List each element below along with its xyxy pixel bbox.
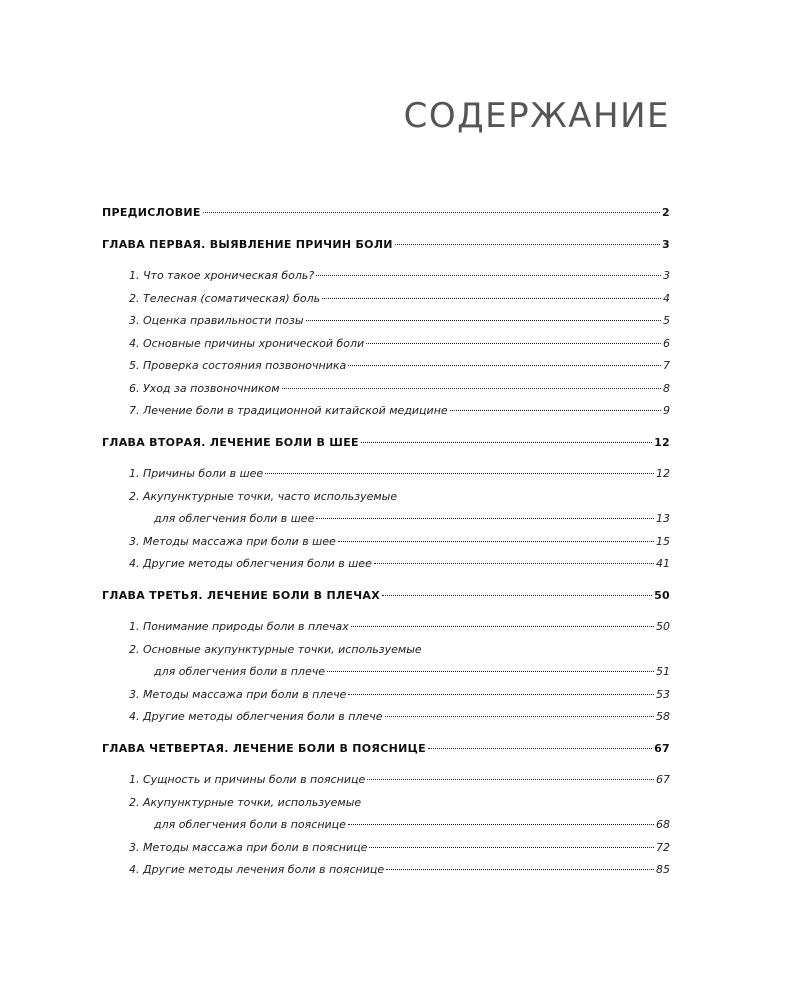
toc-page-number: 67 [654, 741, 670, 755]
leader-dots [338, 541, 654, 542]
leader-dots [265, 473, 654, 474]
leader-dots [348, 824, 654, 825]
toc-entry-label: ГЛАВА ЧЕТВЕРТАЯ. ЛЕЧЕНИЕ БОЛИ В ПОЯСНИЦЕ [102, 741, 426, 755]
toc-page-number: 12 [656, 467, 670, 480]
toc-entry-label: ГЛАВА ПЕРВАЯ. ВЫЯВЛЕНИЕ ПРИЧИН БОЛИ [102, 237, 393, 251]
leader-dots [385, 716, 655, 717]
toc-item[interactable] [102, 643, 670, 666]
toc-page-number: 72 [656, 840, 670, 854]
toc-entry-label: 2. Акупунктурные точки, часто используемые [129, 489, 398, 503]
toc-entry-preface[interactable] [102, 206, 670, 229]
toc-entry-label: 2. Акупунктурные точки, используемые [129, 795, 362, 809]
leader-dots [348, 694, 654, 695]
toc-item-continuation[interactable] [102, 665, 670, 688]
toc-entry-label: 4. Другие методы облегчения боли в шее [129, 557, 372, 570]
toc-page-number: 51 [656, 665, 670, 678]
toc-entry-label: для облегчения боли в плече [154, 665, 325, 678]
leader-dots [351, 626, 654, 627]
toc-page-number: 50 [656, 620, 670, 633]
leader-dots [450, 410, 661, 411]
toc-item[interactable] [102, 557, 670, 580]
toc-item[interactable] [102, 620, 670, 643]
toc-entry-label: 4. Другие методы лечения боли в пояснице [129, 863, 385, 876]
toc-entry-label: 1. Сущность и причины боли в пояснице [129, 773, 366, 786]
toc-entry-label: 3. Методы массажа при боли в шее [129, 534, 336, 548]
leader-dots [306, 320, 661, 321]
toc-item[interactable] [102, 314, 670, 337]
toc-entry-label: 4. Основные причины хронической боли [129, 336, 365, 350]
toc-page-number: 50 [654, 588, 670, 602]
toc-page-number: 3 [663, 269, 670, 282]
toc-item[interactable] [102, 359, 670, 382]
toc-item[interactable] [102, 467, 670, 490]
toc-entry-label: 2. Основные акупунктурные точки, используемые [129, 642, 422, 656]
toc-item[interactable] [102, 710, 670, 733]
toc-chapter-4[interactable] [102, 742, 670, 765]
toc-chapter-1[interactable] [102, 238, 670, 261]
toc-entry-label: ПРЕДИСЛОВИЕ [102, 206, 201, 219]
toc-item[interactable] [102, 269, 670, 292]
leader-dots [316, 275, 661, 276]
toc-item[interactable] [102, 688, 670, 711]
toc-entry-label: 1. Понимание природы боли в плечах [129, 620, 349, 633]
leader-dots [428, 748, 652, 749]
leader-dots [395, 244, 660, 245]
toc-entry-label: 1. Причины боли в шее [129, 467, 264, 480]
toc-item[interactable] [102, 382, 670, 405]
toc-page-number: 5 [663, 314, 670, 327]
toc-entry-label: 2. Телесная (соматическая) боль [129, 291, 321, 305]
leader-dots [366, 343, 661, 344]
toc-entry-label: 7. Лечение боли в традиционной китайской медицине [129, 404, 448, 417]
toc-entry-label: ГЛАВА ТРЕТЬЯ. ЛЕЧЕНИЕ БОЛИ В ПЛЕЧАХ [102, 588, 381, 602]
toc-item[interactable] [102, 863, 670, 886]
toc-page-number: 67 [656, 773, 670, 786]
toc-entry-label: для облегчения боли в пояснице [154, 818, 346, 831]
toc-page-number: 12 [654, 435, 670, 449]
toc-item[interactable] [102, 773, 670, 796]
toc-entry-label: для облегчения боли в шее [154, 512, 315, 525]
leader-dots [361, 442, 652, 443]
toc-page-number: 41 [656, 557, 670, 570]
leader-dots [369, 847, 654, 848]
leader-dots [282, 388, 661, 389]
toc-page-number: 53 [656, 687, 670, 701]
leader-dots [386, 869, 654, 870]
toc-chapter-2[interactable] [102, 436, 670, 459]
leader-dots [203, 212, 660, 213]
page-title: СОДЕРЖАНИЕ [403, 96, 670, 136]
toc-page-number: 15 [656, 534, 670, 548]
toc-entry-label: 4. Другие методы облегчения боли в плече [129, 710, 383, 723]
toc-page-number: 2 [662, 206, 670, 219]
toc-page-number: 8 [663, 381, 670, 395]
leader-dots [327, 671, 654, 672]
toc-entry-label: 3. Методы массажа при боли в пояснице [129, 840, 368, 854]
toc-chapter-3[interactable] [102, 589, 670, 612]
leader-dots [316, 518, 654, 519]
toc-entry-label: 3. Оценка правильности позы [129, 314, 304, 327]
toc-entry-label: 5. Проверка состояния позвоночника [129, 359, 347, 372]
toc-item[interactable] [102, 841, 670, 864]
toc-item[interactable] [102, 292, 670, 315]
toc-page-number: 7 [663, 359, 670, 372]
toc-item[interactable] [102, 796, 670, 819]
toc-item[interactable] [102, 535, 670, 558]
toc-item-continuation[interactable] [102, 818, 670, 841]
toc-entry-label: 6. Уход за позвоночником [129, 381, 280, 395]
toc-page-number: 4 [663, 291, 670, 305]
toc-page-number: 6 [663, 336, 670, 350]
toc-page-number: 9 [663, 404, 670, 417]
toc-entry-label: 1. Что такое хроническая боль? [129, 269, 315, 282]
toc-page-number: 3 [662, 237, 670, 251]
toc-page-number: 68 [656, 818, 670, 831]
leader-dots [367, 779, 654, 780]
leader-dots [382, 595, 652, 596]
table-of-contents [102, 206, 670, 886]
toc-entry-label: 3. Методы массажа при боли в плече [129, 687, 347, 701]
toc-item[interactable] [102, 490, 670, 513]
toc-item[interactable] [102, 337, 670, 360]
leader-dots [348, 365, 661, 366]
toc-entry-label: ГЛАВА ВТОРАЯ. ЛЕЧЕНИЕ БОЛИ В ШЕЕ [102, 435, 359, 449]
toc-item[interactable] [102, 404, 670, 427]
toc-page-number: 58 [656, 710, 670, 723]
leader-dots [374, 563, 654, 564]
toc-page-number: 13 [656, 512, 670, 525]
leader-dots [322, 298, 661, 299]
toc-page-number: 85 [656, 863, 670, 876]
toc-item-continuation[interactable] [102, 512, 670, 535]
